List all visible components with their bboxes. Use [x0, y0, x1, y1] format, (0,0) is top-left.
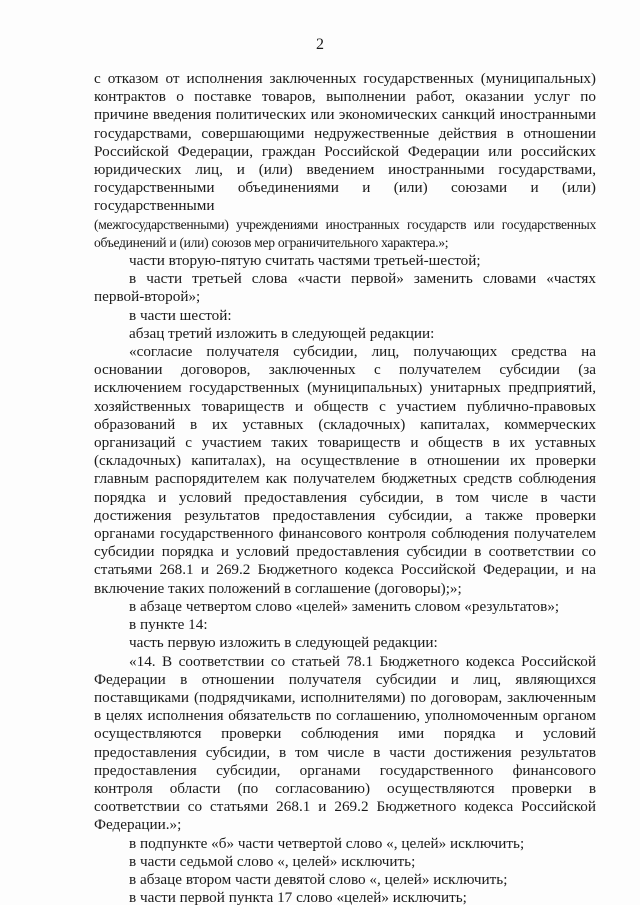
paragraph: в части шестой:	[129, 306, 232, 324]
document-body	[94, 70, 596, 907]
paragraph: «14. В соответствии со статьей 78.1 Бюджетного кодекса Российской Федерации в отношении получателя субсидии и лиц, являющихся поставщиками (подрядчиками, исполнителями) по договорам, заключенным в целях исполнения обязательств по соглашению, уполномоченным органом осуществляются проверки соблюдения ими порядка и условий предоставления субсидии, в том числе в части достижения результатов предоставления субсидии, органами государственного финансового контроля области (по согласованию) осуществляются проверки в соответствии со статьями 268.1 и 269.2 Бюджетного кодекса Российской Федерации.»;	[94, 652, 596, 834]
paragraph: часть первую изложить в следующей редакции:	[129, 634, 438, 652]
paragraph: части вторую-пятую считать частями третьей-шестой;	[129, 252, 481, 270]
page-number: 2	[316, 36, 324, 53]
paragraph: в абзаце четвертом слово «целей» заменить словом «результатов»;	[129, 597, 560, 615]
paragraph: в части третьей слова «части первой» заменить словами «частях первой-второй»;	[94, 270, 596, 306]
paragraph: в части седьмой слово «, целей» исключить;	[129, 852, 416, 870]
paragraph: (межгосударственными) учреждениями иностранных государств или государственных объединений и (или) союзов мер ограничительного характера.»;	[94, 216, 596, 250]
paragraph: с отказом от исполнения заключенных государственных (муниципальных) контрактов о поставке товаров, выполнении работ, оказании услуг по причине введения политических или экономических санкций иностранными государствами, совершающими недружественные действия в отношении Российской Федерации, граждан Российской Федерации или российских юридических лиц, и (или) введением иностранными государствами, государственными объединениями и (или) союзами и (или) государственными	[94, 70, 596, 215]
paragraph: в абзаце втором части девятой слово «, целей» исключить;	[129, 870, 508, 888]
paragraph: «согласие получателя субсидии, лиц, получающих средства на основании договоров, заключенных с получателем субсидии (за исключением государственных (муниципальных) унитарных предприятий, хозяйственных товариществ и обществ с участием публично-правовых образований в их уставных (складочных) капиталах, коммерческих организаций с участием таких товариществ и обществ в их уставных (складочных) капиталах), на осуществление в отношении их проверки главным распорядителем как получателем бюджетных средств соблюдения порядка и условий предоставления субсидии, в том числе в части достижения результатов предоставления субсидии, а также проверки органами государственного финансового контроля соблюдения получателем субсидии порядка и условий предоставления субсидии в соответствии со статьями 268.1 и 269.2 Бюджетного кодекса Российской Федерации, и на включение таких положений в соглашение (договоры);»;	[94, 343, 596, 597]
paragraph: в части первой пункта 17 слово «целей» исключить;	[129, 889, 467, 907]
paragraph: абзац третий изложить в следующей редакции:	[129, 324, 435, 342]
paragraph: в пункте 14:	[129, 616, 208, 634]
paragraph: в подпункте «б» части четвертой слово «, целей» исключить;	[129, 834, 525, 852]
